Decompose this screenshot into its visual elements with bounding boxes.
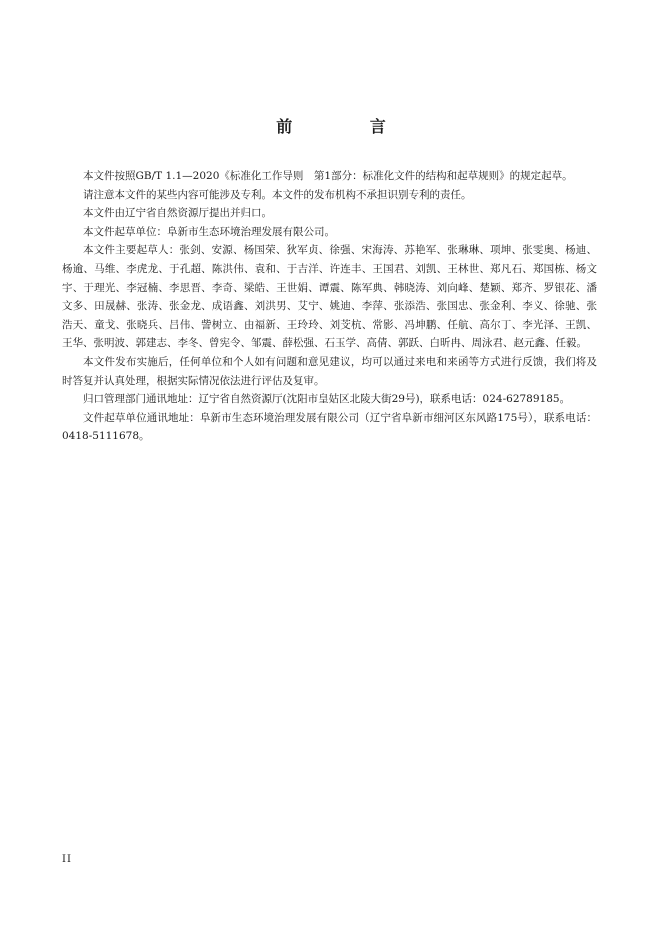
paragraph-feedback: 本文件发布实施后，任何单位和个人如有问题和意见建议，均可以通过来电和来函等方式进行反馈，我们将及时答复并认真处理，根据实际情况依法进行评估及复审。 — [62, 355, 597, 387]
page-number: II — [62, 854, 72, 865]
paragraph-drafting-unit: 本文件起草单位：阜新市生态环境治理发展有限公司。 — [83, 225, 335, 238]
paragraph-proposer: 本文件由辽宁省自然资源厅提出并归口。 — [83, 207, 272, 220]
paragraph-patent-notice: 请注意本文件的某些内容可能涉及专利。本文件的发布机构不承担识别专利的责任。 — [83, 188, 472, 201]
paragraph-standard-basis: 本文件按照GB/T 1.1—2020《标准化工作导则 第1部分：标准化文件的结构和起草规则》的规定起草。 — [83, 170, 573, 182]
paragraph-drafter-address: 文件起草单位通讯地址：阜新市生态环境治理发展有限公司（辽宁省阜新市细河区东风路175号），联系电话：0418-5111678。 — [62, 411, 597, 443]
paragraph-admin-address: 归口管理部门通讯地址：辽宁省自然资源厅(沈阳市皇姑区北陵大街29号)，联系电话：024-62789185。 — [83, 393, 571, 406]
page-title: 前 言 — [276, 117, 422, 136]
foreword-body — [62, 167, 597, 446]
paragraph-drafters: 本文件主要起草人：张剑、安源、杨国荣、狄军贞、徐强、宋海涛、苏艳军、张琳琳、项坤、张雯奥、杨迪、杨逾、马维、李虎龙、于孔超、陈洪伟、袁和、于吉洋、许连丰、王国君、刘凯、王林世、郑凡石、郑国栋、杨文宇、于理光、李冠楠、李思晋、李奇、梁皓、王世娟、谭震、陈军典、韩晓涛、刘向峰、楚颖、郑齐、罗银花、潘文多、田晟赫、张涛、张金龙、成语鑫、刘洪男、艾宁、姚迪、李萍、张添浩、张国忠、张金利、李义、徐驰、张浩天、童戈、张晓兵、吕伟、訾树立、由福新、王玲玲、刘芠杭、常影、冯坤鹏、任航、高尔丁、李光泽、王凯、王华、张明波、郭建志、李冬、曾宪令、邹震、薛松强、石玉学、高倩、郭跃、白昕冉、周泳君、赵元鑫、任毅。 — [62, 244, 597, 350]
